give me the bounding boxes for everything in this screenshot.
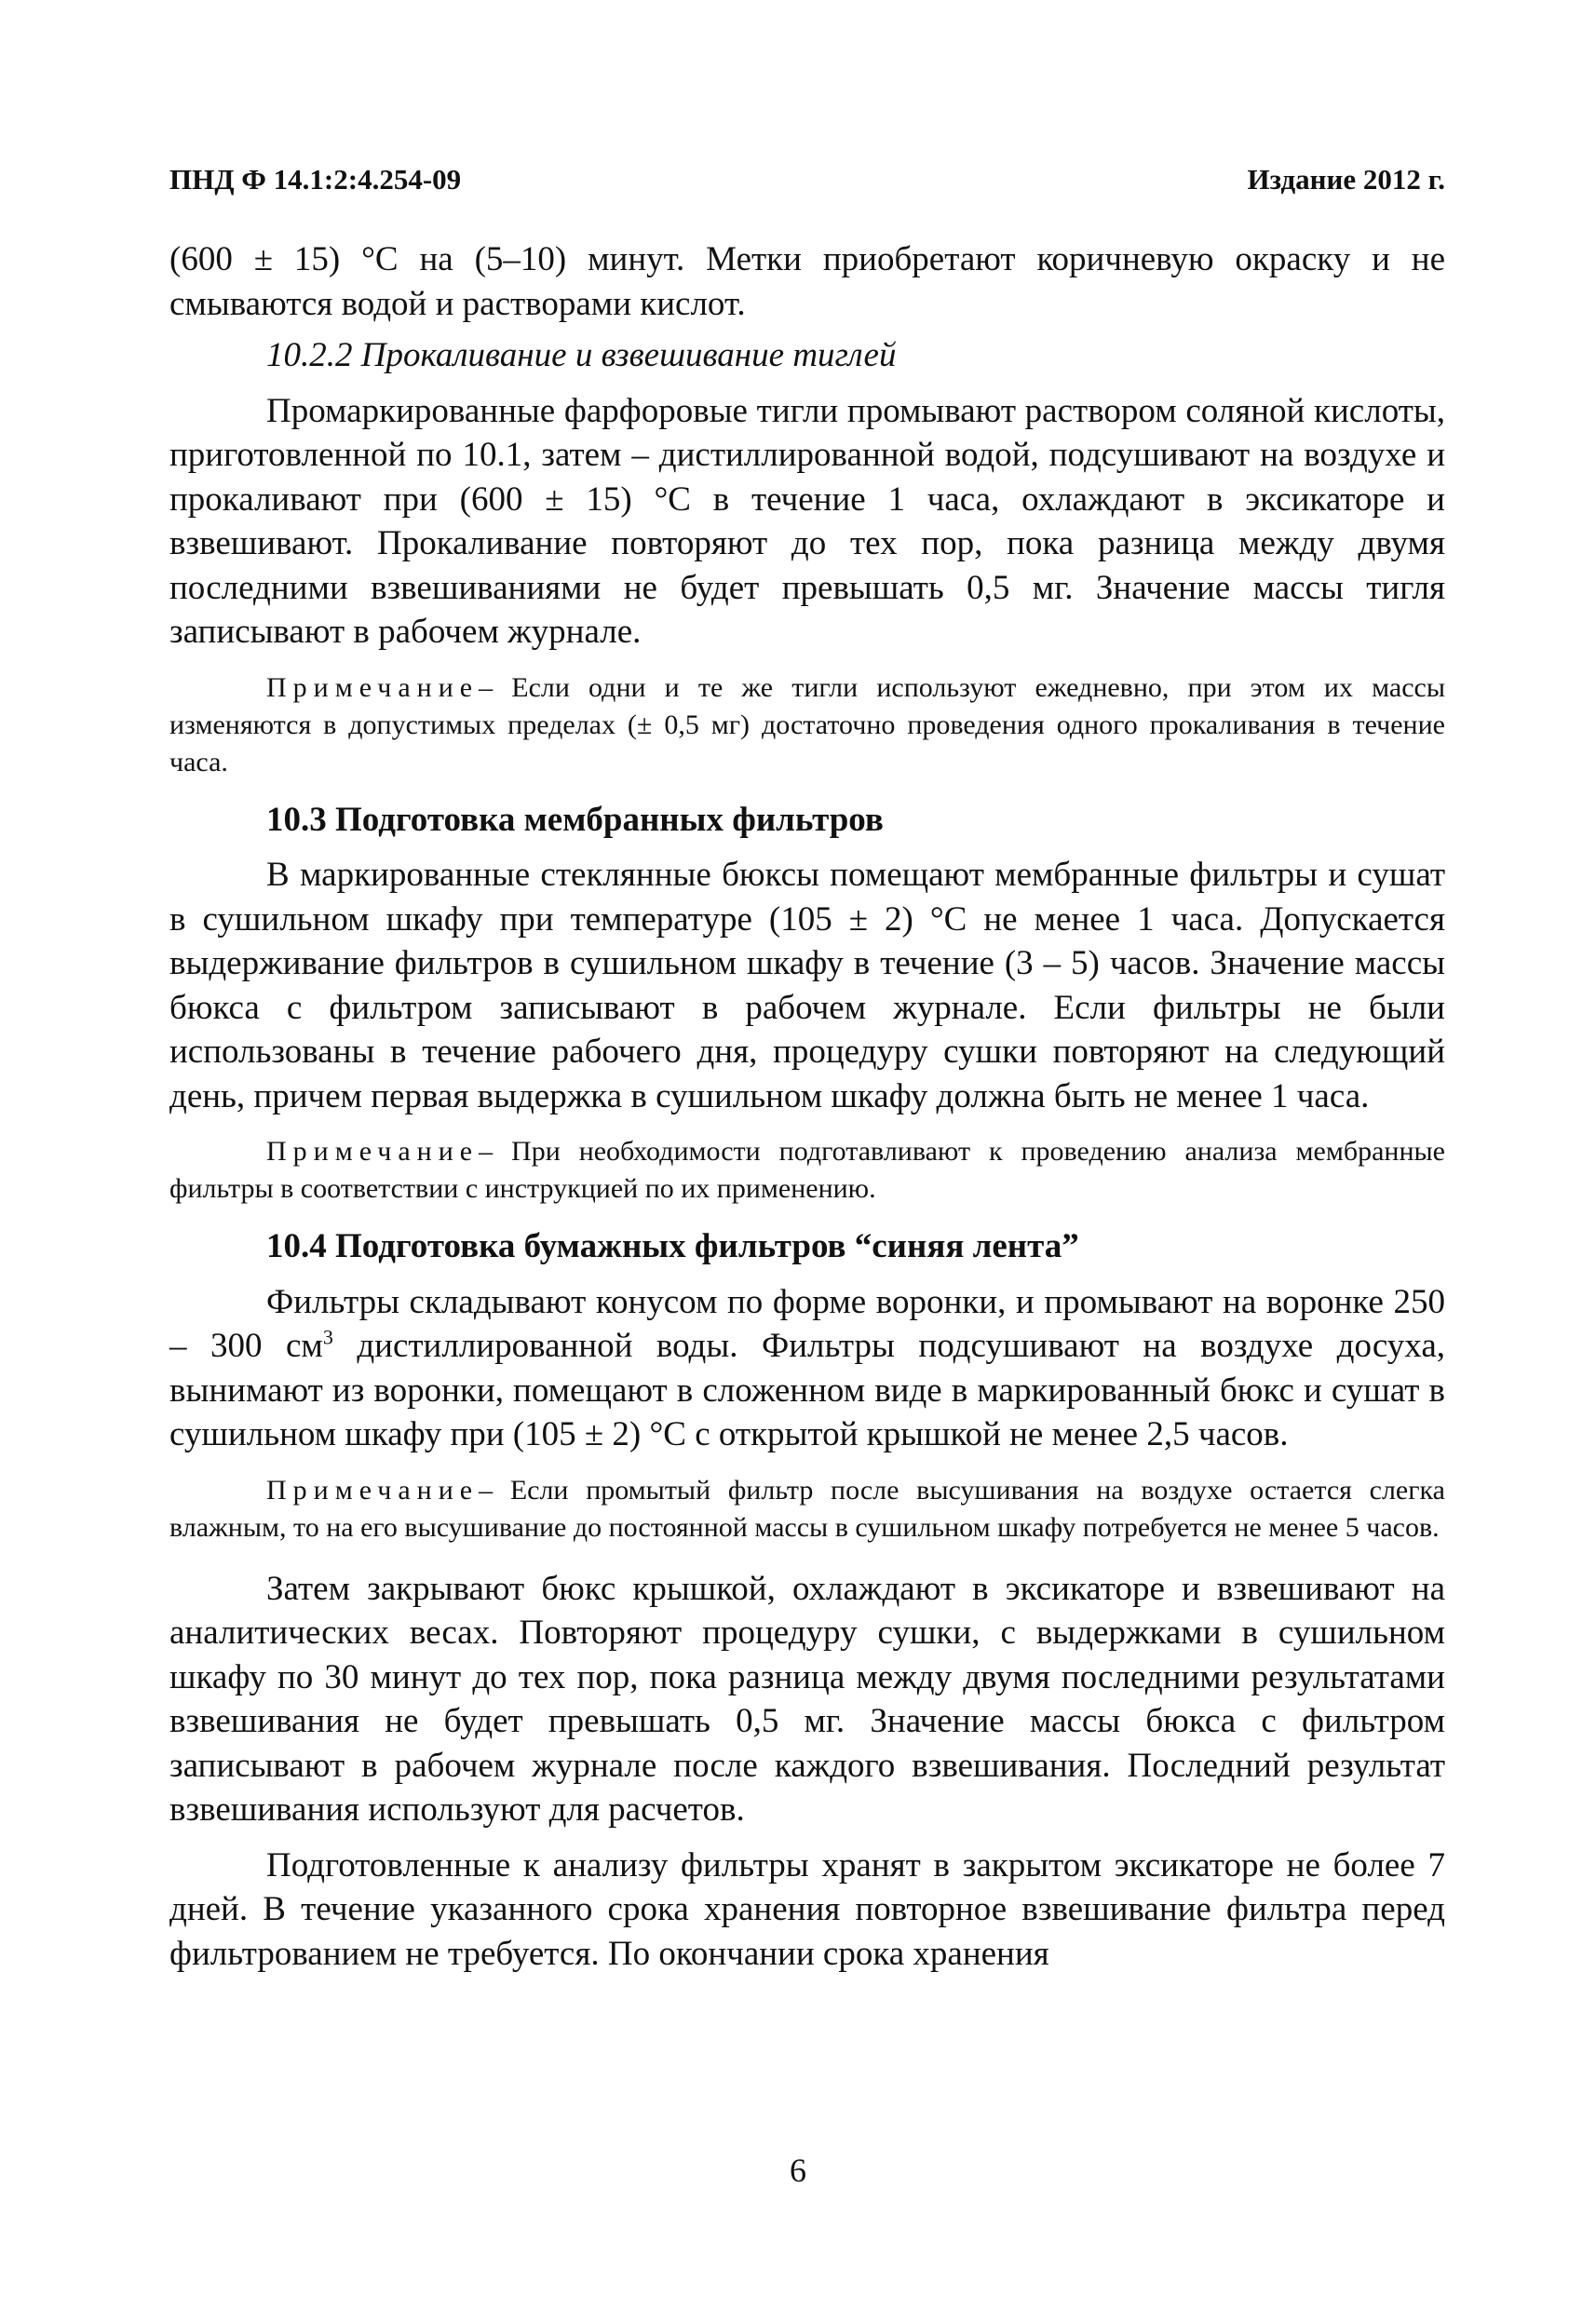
paragraph-continuation: (600 ± 15) °С на (5–10) минут. Метки приобретают коричневую окраску и не смываются водой и растворами кислот. [169,240,1445,323]
note-text: – При необходимости подготавливают к проведению анализа мембранные фильтры в соответствии с инструкцией по их применению. [169,1136,1445,1204]
note-paper-filters [169,1472,1445,1547]
edition-label: Издание 2012 г. [1247,163,1445,196]
note-label: Примечание [266,1474,480,1506]
paragraph-paper-filters [169,1280,1445,1457]
paragraph-crucible-calcination: Промаркированные фарфоровые тигли промывают раствором соляной кислоты, приготовленной по 10.1, затем – дистиллированной водой, подсушивают на воздухе и прокаливают при (600 ± 15) °С в течение 1 часа, охлаждают в эксикаторе и взвешивают. Прокаливание повторяют до тех пор, пока разница между двумя последними взвешиваниями не будет превышать 0,5 мг. Значение массы тигля записывают в рабочем журнале. [169,391,1445,651]
note-label: Примечание [266,1136,480,1167]
page-number: 6 [790,2152,806,2189]
paragraph-weighing: Затем закрывают бюкс крышкой, охлаждают в эксикаторе и взвешивают на аналитических весах. Повторяют процедуру сушки, с выдержками в сушильном шкафу по 30 минут до тех пор, пока разница между двумя последними результатами взвешивания не будет превышать 0,5 мг. Значение массы бюкса с фильтром записывают в рабочем журнале после каждого взвешивания. Последний результат взвешивания используют для расчетов. [169,1569,1445,1829]
paper-filters-text-b: дистиллированной воды. Фильтры подсушивают на воздухе досуха, вынимают из воронки, помещают в сложенном виде в маркированный бюкс и сушат в сушильном шкафу при (105 ± 2) °С с открытой крышкой не менее 2,5 часов. [169,1327,1445,1453]
paper-filters-text-a: Фильтры складывают конусом по форме воронки, и промывают на воронке 250 – 300 см [169,1282,1445,1365]
note-label: Примечание [266,671,480,703]
document-code: ПНД Ф 14.1:2:4.254-09 [169,163,462,196]
section-heading-10-3: 10.3 Подготовка мембранных фильтров [266,800,884,839]
paragraph-membrane-filters: В маркированные стеклянные бюксы помещают мембранные фильтры и сушат в сушильном шкафу при температуре (105 ± 2) °С не менее 1 часа. Допускается выдерживание фильтров в сушильном шкафу в течение (3 – 5) часов. Значение массы бюкса с фильтром записывают в рабочем журнале. Если фильтры не были использованы в течение рабочего дня, процедуру сушки повторяют на следующий день, причем первая выдержка в сушильном шкафу должна быть не менее 1 часа. [169,856,1445,1115]
note-membrane-filters [169,1133,1445,1208]
document-body [169,237,1445,1976]
paragraph-storage: Подготовленные к анализу фильтры хранят в закрытом эксикаторе не более 7 дней. В течение указанного срока хранения повторное взвешивание фильтра перед фильтрованием не требуется. По окончании срока хранения [169,1845,1445,1973]
note-text: – Если промытый фильтр после высушивания на воздухе остается слегка влажным, то на его высушивание до постоянной массы в сушильном шкафу потребуется не менее 5 часов. [169,1474,1445,1543]
section-heading-10-4: 10.4 Подготовка бумажных фильтров “синяя лента” [266,1227,1079,1265]
note-text: – Если одни и те же тигли используют ежедневно, при этом их массы изменяются в допустимых пределах (± 0,5 мг) достаточно проведения одного прокаливания в течение часа. [169,671,1445,777]
cubic-superscript: 3 [322,1325,333,1349]
page-header [169,163,1445,209]
note-crucibles [169,669,1445,781]
subsection-heading-10-2-2: 10.2.2 Прокаливание и взвешивание тиглей [266,336,897,374]
